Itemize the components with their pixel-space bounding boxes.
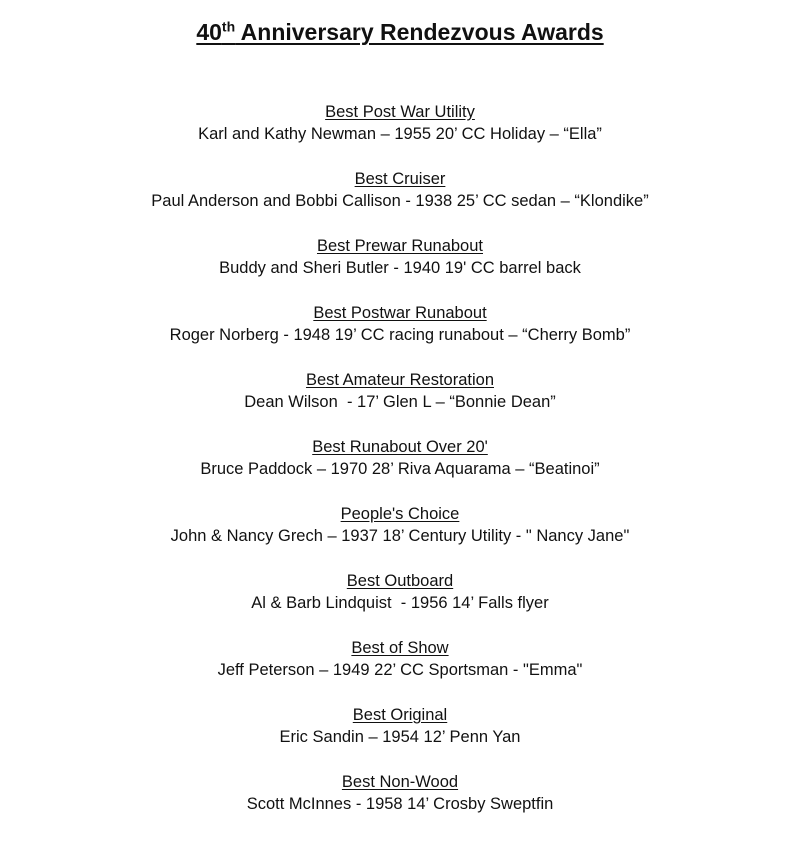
award-winner: John & Nancy Grech – 1937 18’ Century Utility - " Nancy Jane" [170,527,630,545]
award-category: Best Post War Utility [325,103,475,121]
award-category: Best Prewar Runabout [316,237,483,255]
award-item [0,704,800,771]
award-category: Best Non-Wood [341,773,459,791]
award-item [0,369,800,436]
award-category: Best of Show [351,639,449,657]
title-number: 40 [196,19,222,45]
award-category: Best Original [352,706,448,724]
award-category: Best Amateur Restoration [305,371,494,389]
award-category: Best Outboard [346,572,454,590]
award-item [0,436,800,503]
award-item [0,570,800,637]
award-item [0,235,800,302]
award-winner: Roger Norberg - 1948 19’ CC racing runabout – “Cherry Bomb” [169,326,631,344]
award-winner: Karl and Kathy Newman – 1955 20’ CC Holiday – “Ella” [198,125,602,143]
award-winner: Jeff Peterson – 1949 22’ CC Sportsman - "Emma" [217,661,583,679]
award-category: Best Postwar Runabout [313,304,487,322]
award-winner: Paul Anderson and Bobbi Callison - 1938 25’ CC sedan – “Klondike” [151,192,649,210]
title-ordinal-suffix: th [221,18,236,35]
award-winner: Buddy and Sheri Butler - 1940 19' CC barrel back [219,259,581,277]
award-category: People's Choice [340,505,460,523]
award-item [0,302,800,369]
award-winner: Al & Barb Lindquist - 1956 14’ Falls flyer [251,594,549,612]
award-item [0,101,800,168]
award-item [0,637,800,704]
awards-list [0,101,800,838]
award-item [0,168,800,235]
award-winner: Dean Wilson - 17’ Glen L – “Bonnie Dean” [244,393,556,411]
award-winner: Eric Sandin – 1954 12’ Penn Yan [279,728,521,746]
award-item [0,503,800,570]
award-winner: Bruce Paddock – 1970 28’ Riva Aquarama – “Beatinoi” [200,460,600,478]
award-item [0,771,800,838]
title-text: Anniversary Rendezvous Awards [235,19,604,45]
award-category: Best Cruiser [354,170,446,188]
award-category: Best Runabout Over 20' [312,438,488,456]
award-winner: Scott McInnes - 1958 14’ Crosby Sweptfin [246,795,554,813]
page-title [0,14,800,50]
